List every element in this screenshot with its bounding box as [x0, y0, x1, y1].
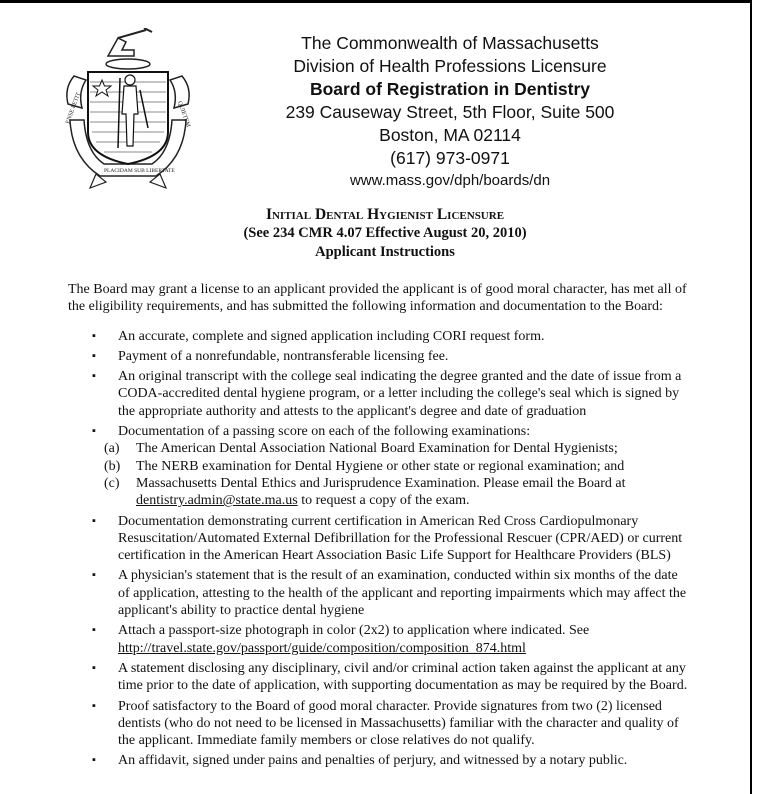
- exam-item-c: (c) Massachusetts Dental Ethics and Jurisprudence Examination. Please email the Board at dentistry.admin@state.ma.us to request a copy of the exam.: [104, 475, 626, 509]
- item-text: Payment of a nonrefundable, nontransferable licensing fee.: [118, 348, 449, 364]
- requirements-list: [68, 328, 690, 770]
- commonwealth-line: The Commonwealth of Massachusetts: [301, 33, 599, 53]
- list-item: [68, 752, 690, 769]
- item-text: A physician's statement that is the result of an examination, conducted within six months of the date of application, attesting to the health of the applicant and reporting impairments which may affect the applicant's ability to practice dental hygiene: [118, 568, 687, 619]
- exam-item-b: (b) The NERB examination for Dental Hygiene or other state or regional examination; and: [104, 458, 625, 474]
- title-line-1: Initial Dental Hygienist Licensure: [265, 206, 505, 223]
- exam-item-a: (a) The American Dental Association National Board Examination for Dental Hygienists;: [104, 441, 618, 457]
- division-line: Division of Health Professions Licensure: [293, 56, 607, 76]
- city-state-zip: Boston, MA 02114: [379, 125, 521, 145]
- street-address: 239 Causeway Street, 5th Floor, Suite 500: [285, 102, 615, 122]
- item-text: Documentation of a passing score on each of the following examinations:: [118, 424, 531, 440]
- item-text: An affidavit, signed under pains and penalties of perjury, and witnessed by a notary public.: [118, 753, 628, 769]
- list-item: [68, 513, 690, 565]
- intro-paragraph: The Board may grant a license to an applicant provided the applicant is of good moral character, has met all of the eligibility requirements, and has submitted the following information and documentation to the Board:: [68, 282, 687, 315]
- item-text: An original transcript with the college seal indicating the degree granted and the date of issue from a CODA-accredited dental hygiene program, or a letter including the college's seal which is signed by the appropriate authority and attests to the applicant's degree and date of graduation: [118, 369, 682, 419]
- title-line-2: (See 234 CMR 4.07 Effective August 20, 2010): [243, 225, 527, 241]
- bullet-icon: ▪: [92, 624, 96, 637]
- bullet-icon: ▪: [92, 661, 96, 674]
- bullet-icon: ▪: [92, 329, 96, 342]
- svg-text:QUIETEM: QUIETEM: [176, 100, 191, 129]
- exam-list: [104, 440, 690, 509]
- list-item: [68, 622, 690, 657]
- svg-text:ENSE PETIT: ENSE PETIT: [65, 91, 83, 125]
- bullet-icon: ▪: [92, 349, 96, 362]
- title-line-3: Applicant Instructions: [315, 244, 455, 260]
- svg-text:PLACIDAM SUB LIBERTATE: PLACIDAM SUB LIBERTATE: [104, 168, 175, 174]
- bullet-icon: ▪: [92, 754, 96, 767]
- list-item: [68, 698, 690, 750]
- list-item: [68, 368, 690, 420]
- page-border-right: [750, 0, 752, 794]
- bullet-icon: ▪: [92, 699, 96, 712]
- board-email-link[interactable]: dentistry.admin@state.ma.us: [136, 493, 298, 509]
- bullet-icon: ▪: [92, 514, 96, 527]
- item-text: Proof satisfactory to the Board of good moral character. Provide signatures from two (2) licensed dentists (who do not need to be licensed in Massachusetts) familiar with the character and quality of the applicant. Immediate family members or close relatives do not qualify.: [118, 698, 679, 749]
- website-address: www.mass.gov/dph/boards/dn: [349, 172, 551, 189]
- bullet-icon: ▪: [92, 370, 96, 383]
- list-item: [68, 328, 690, 345]
- list-item: [68, 660, 690, 695]
- bullet-icon: ▪: [92, 425, 96, 438]
- item-text: An accurate, complete and signed application including CORI request form.: [118, 328, 545, 344]
- board-name: Board of Registration in Dentistry: [309, 79, 591, 99]
- list-item: [68, 423, 690, 509]
- item-text: A statement disclosing any disciplinary, civil and/or criminal action taken against the applicant at any time prior to the date of application, with supporting documentation as may be required by the Board.: [118, 660, 688, 694]
- list-item: [68, 348, 690, 365]
- document-body: [68, 281, 690, 773]
- bullet-icon: ▪: [92, 569, 96, 582]
- passport-photo-link[interactable]: http://travel.state.gov/passport/guide/composition/composition_874.html: [118, 640, 526, 656]
- document-title: [150, 205, 620, 262]
- massachusetts-seal-icon: [60, 28, 196, 190]
- list-item: [68, 567, 690, 619]
- letterhead: [240, 32, 660, 191]
- item-text: Attach a passport-size photograph in color (2x2) to application where indicated. See: [118, 623, 590, 639]
- page-border-top: [0, 0, 750, 3]
- item-text: Documentation demonstrating current certification in American Red Cross Cardiopulmonary Resuscitation/Automated External Defibrillation for the Professional Rescuer (CPR/AED) or current certification in the American Heart Association Basic Life Support for Healthcare Providers (BLS): [118, 513, 683, 564]
- phone-number: (617) 973-0971: [390, 148, 510, 168]
